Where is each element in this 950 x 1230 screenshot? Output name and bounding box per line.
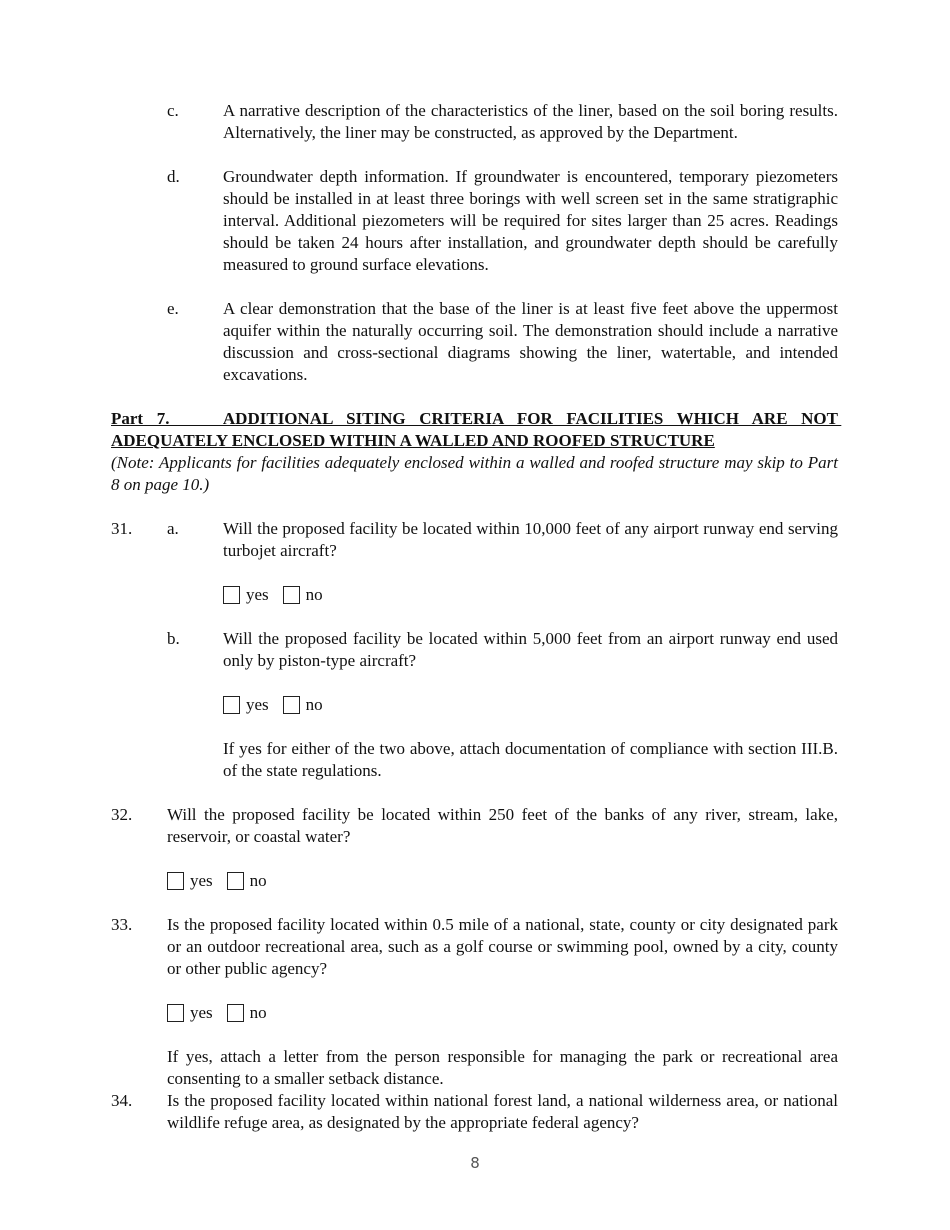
part7-heading: Part 7. ADDITIONAL SITING CRITERIA FOR FACILITIES WHICH ARE NOT ADEQUATELY ENCLOSED WITHIN A WALLED AND ROOFED STRUCTURE bbox=[111, 409, 842, 450]
q33-number: 33. bbox=[111, 915, 133, 934]
q31a-no-checkbox[interactable] bbox=[283, 586, 300, 604]
q32-options bbox=[167, 870, 281, 892]
q32-no-option[interactable] bbox=[227, 870, 267, 892]
q31a-yes-checkbox[interactable] bbox=[223, 586, 240, 604]
q31b-yes-option[interactable] bbox=[223, 694, 269, 716]
item-c-text: A narrative description of the characteristics of the liner, based on the soil boring results. Alternatively, the liner may be constructed, as approved by the Department. bbox=[223, 101, 838, 142]
q33-yes-option[interactable] bbox=[167, 1002, 213, 1024]
q31b-yes-label: yes bbox=[246, 695, 269, 714]
item-d-text: Groundwater depth information. If groundwater is encountered, temporary piezometers should be installed in at least three borings with well screen set in the same stratigraphic interval. Additional piezometers will be required for sites larger than 25 acres. Readings should be taken 24 hours after installation, and groundwater depth should be carefully measured to ground surface elevations. bbox=[223, 167, 838, 274]
q33-yes-checkbox[interactable] bbox=[167, 1004, 184, 1022]
q32-text: Will the proposed facility be located within 250 feet of the banks of any river, stream, lake, reservoir, or coastal water? bbox=[167, 805, 838, 846]
q31b-text: Will the proposed facility be located within 5,000 feet from an airport runway end used only by piston-type aircraft? bbox=[223, 629, 838, 670]
q33-yes-label: yes bbox=[190, 1003, 213, 1022]
q31a-yes-label: yes bbox=[246, 585, 269, 604]
q31a-no-label: no bbox=[305, 585, 323, 604]
q32-no-checkbox[interactable] bbox=[227, 872, 244, 890]
q34-number: 34. bbox=[111, 1091, 133, 1110]
q33-no-option[interactable] bbox=[227, 1002, 267, 1024]
q31a-no-option[interactable] bbox=[283, 584, 323, 606]
q31b-options bbox=[223, 694, 337, 716]
q33-no-label: no bbox=[249, 1003, 267, 1022]
q31b-no-option[interactable] bbox=[283, 694, 323, 716]
q32-no-label: no bbox=[249, 871, 267, 890]
q34-text: Is the proposed facility located within national forest land, a national wilderness area, or national wildlife refuge area, as designated by the appropriate federal agency? bbox=[167, 1091, 838, 1132]
q31a-options bbox=[223, 584, 337, 606]
q31a-text: Will the proposed facility be located within 10,000 feet of any airport runway end serving turbojet aircraft? bbox=[223, 519, 838, 560]
item-d-label: d. bbox=[167, 167, 180, 186]
q32-yes-option[interactable] bbox=[167, 870, 213, 892]
q31b-label: b. bbox=[167, 629, 180, 648]
q31b-no-label: no bbox=[305, 695, 323, 714]
q31b-yes-checkbox[interactable] bbox=[223, 696, 240, 714]
q31-number: 31. bbox=[111, 519, 133, 538]
q32-yes-label: yes bbox=[190, 871, 213, 890]
q33-text: Is the proposed facility located within 0.5 mile of a national, state, county or city designated park or an outdoor recreational area, such as a golf course or swimming pool, owned by a city, county or other public agency? bbox=[167, 915, 838, 978]
q31a-yes-option[interactable] bbox=[223, 584, 269, 606]
q32-yes-checkbox[interactable] bbox=[167, 872, 184, 890]
q33-options bbox=[167, 1002, 281, 1024]
item-c-label: c. bbox=[167, 101, 179, 120]
q33-followup: If yes, attach a letter from the person responsible for managing the park or recreational area consenting to a smaller setback distance. bbox=[167, 1047, 838, 1088]
item-e-label: e. bbox=[167, 299, 179, 318]
q31b-no-checkbox[interactable] bbox=[283, 696, 300, 714]
q33-no-checkbox[interactable] bbox=[227, 1004, 244, 1022]
page-number: 8 bbox=[470, 1154, 480, 1172]
q32-number: 32. bbox=[111, 805, 133, 824]
q31-followup: If yes for either of the two above, attach documentation of compliance with section III.B. of the state regulations. bbox=[223, 739, 838, 780]
q31a-label: a. bbox=[167, 519, 179, 538]
item-e-text: A clear demonstration that the base of the liner is at least five feet above the uppermost aquifer within the naturally occurring soil. The demonstration should include a narrative discussion and cross-sectional diagrams showing the liner, watertable, and intended excavations. bbox=[223, 299, 838, 384]
part7-note: (Note: Applicants for facilities adequately enclosed within a walled and roofed structure may skip to Part 8 on page 10.) bbox=[111, 453, 838, 494]
